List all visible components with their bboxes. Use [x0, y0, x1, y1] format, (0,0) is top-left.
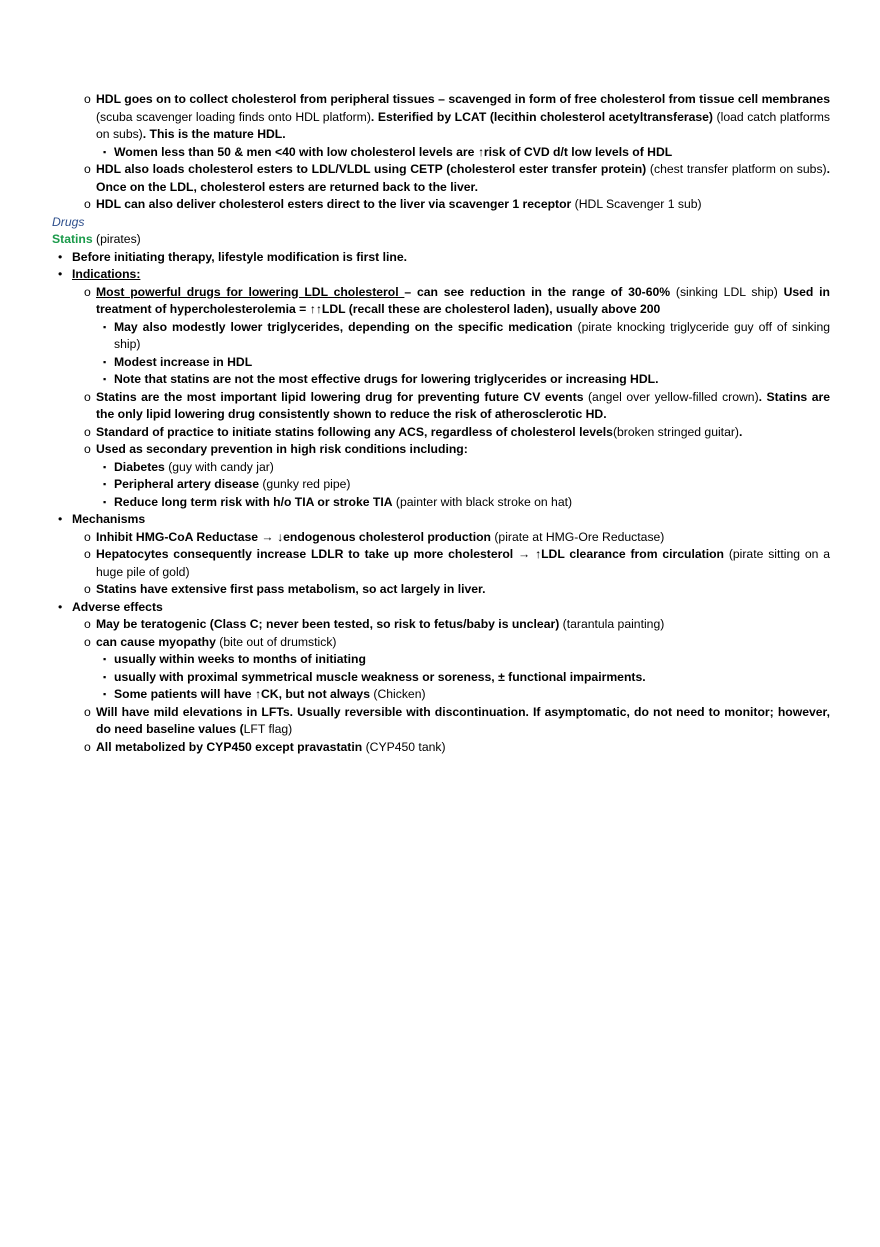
list-item: ▪ usually within weeks to months of initiating: [103, 652, 366, 666]
list-item: o can cause myopathy (bite out of drumstick): [84, 634, 337, 649]
indications-heading: • Indications:: [58, 267, 141, 281]
list-item: o Standard of practice to initiate statins following any ACS, regardless of cholesterol levels(broken stringed guitar).: [84, 424, 743, 439]
list-item: o Used as secondary prevention in high risk conditions including:: [84, 442, 468, 456]
list-item: ▪ Peripheral artery disease (gunky red pipe): [103, 477, 351, 491]
list-item: o Inhibit HMG-CoA Reductase → ↓endogenous cholesterol production (pirate at HMG-Ore Reductase): [84, 529, 665, 544]
list-item: ▪ Modest increase in HDL: [103, 354, 253, 369]
list-item: o Most powerful drugs for lowering LDL cholesterol – can see reduction in the range of 30-60% (sinking LDL ship) Used in treatment of hypercholesterolemia = ↑↑LDL (recall these are cholesterol laden), usually above 200: [84, 284, 830, 316]
list-item: ▪ Note that statins are not the most effective drugs for lowering triglycerides or increasing HDL.: [103, 372, 659, 386]
section-heading-drugs: Drugs: [52, 214, 85, 229]
mechanisms-heading: • Mechanisms: [58, 512, 146, 526]
adverse-effects-heading: • Adverse effects: [58, 599, 163, 614]
list-item: ▪ Diabetes (guy with candy jar): [103, 459, 274, 474]
list-item: ▪ Reduce long term risk with h/o TIA or stroke TIA (painter with black stroke on hat): [103, 494, 573, 509]
list-item: o May be teratogenic (Class C; never been tested, so risk to fetus/baby is unclear) (tarantula painting): [84, 617, 665, 631]
notes-body: [52, 91, 830, 756]
list-item: • Before initiating therapy, lifestyle modification is first line.: [58, 249, 407, 264]
list-item: o HDL can also deliver cholesterol esters direct to the liver via scavenger 1 receptor (HDL Scavenger 1 sub): [84, 197, 702, 211]
list-item: ▪ Women less than 50 & men <40 with low cholesterol levels are ↑risk of CVD d/t low levels of HDL: [103, 144, 673, 159]
list-item: o HDL also loads cholesterol esters to LDL/VLDL using CETP (cholesterol ester transfer protein) (chest transfer platform on subs). Once on the LDL, cholesterol esters are returned back to the liver.: [84, 162, 830, 194]
list-item: o Statins are the most important lipid lowering drug for preventing future CV events (angel over yellow-filled crown). Statins are the only lipid lowering drug consistently shown to reduce the risk of atherosclerotic HD.: [84, 389, 830, 421]
list-item: o Hepatocytes consequently increase LDLR to take up more cholesterol → ↑LDL clearance from circulation (pirate sitting on a huge pile of gold): [84, 547, 831, 579]
list-item: o All metabolized by CYP450 except pravastatin (CYP450 tank): [84, 739, 446, 754]
list-item: o Statins have extensive first pass metabolism, so act largely in liver.: [84, 582, 486, 596]
list-item: ▪ usually with proximal symmetrical muscle weakness or soreness, ± functional impairments.: [103, 669, 646, 684]
list-item: o Will have mild elevations in LFTs. Usually reversible with discontinuation. If asymptomatic, do not need to monitor; however, do need baseline values (LFT flag): [84, 704, 830, 736]
list-item: ▪ May also modestly lower triglycerides, depending on the specific medication (pirate knocking triglyceride guy off of sinking ship): [103, 319, 830, 351]
section-heading-statins: Statins (pirates): [52, 232, 141, 246]
list-item: ▪ Some patients will have ↑CK, but not always (Chicken): [103, 687, 426, 701]
list-item: o HDL goes on to collect cholesterol from peripheral tissues – scavenged in form of free cholesterol from tissue cell membranes (scuba scavenger loading finds onto HDL platform). Esterified by LCAT (lecithin cholesterol acetyltransferase) (load catch platforms on subs). This is the mature HDL.: [84, 92, 830, 141]
